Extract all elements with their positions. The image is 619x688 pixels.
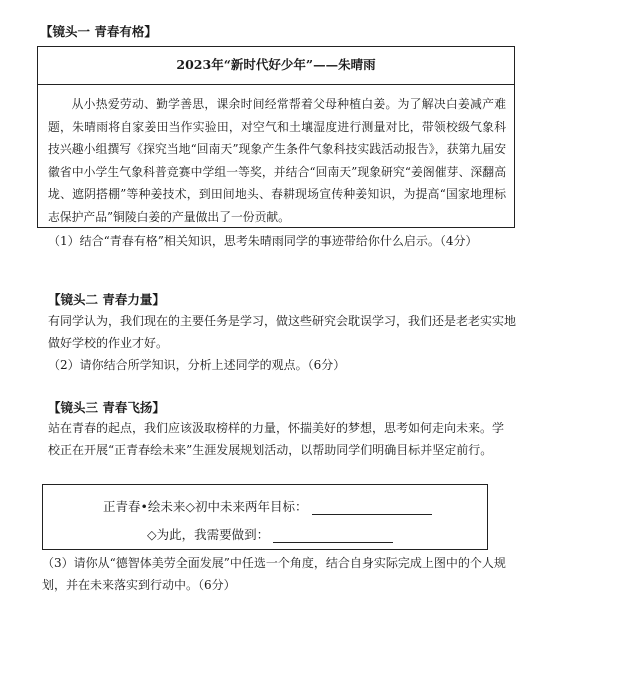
section1-heading: 【镜头一 青春有格】 bbox=[40, 24, 157, 39]
question-3: （3）请你从“德智体美劳全面发展”中任选一个角度，结合自身实际完成上图中的个人规划，并在未来落实到行动中。（6分） bbox=[42, 556, 506, 592]
profile-box-title: 2023年“新时代好少年”——朱晴雨 bbox=[38, 47, 514, 85]
question-2: （2）请你结合所学知识，分析上述同学的观点。（6分） bbox=[48, 358, 346, 372]
planning-line-1 bbox=[103, 497, 432, 515]
profile-box bbox=[37, 46, 515, 228]
section2-text: 有同学认为，我们现在的主要任务是学习，做这些研究会耽误学习，我们还是老老实实地做好学校的作业才好。 bbox=[48, 314, 517, 350]
profile-box-text: 从小热爱劳动、勤学善思，课余时间经常帮着父母种植白姜。为了解决白姜减产难题，朱晴雨将自家姜田当作实验田，对空气和土壤湿度进行测量对比，带领校级气象科技兴趣小组撰写《探究当地“回南天”现象产生条件气象科技实践活动报告》，获第九届安徽省中小学生气象科普竞赛中学组一等奖，并结合“回南天”现象研究“姜阁催芽、深翻高垅、遮阴搭棚”等种姜技术，到田间地头、春耕现场宣传种姜知识，为提高“国家地理标志保护产品”铜陵白姜的产量做出了一份贡献。 bbox=[48, 97, 506, 224]
question-1: （1）结合“青春有格”相关知识，思考朱晴雨同学的事迹带给你什么启示。（4分） bbox=[48, 234, 478, 248]
action-blank[interactable] bbox=[273, 528, 393, 543]
planning-box bbox=[42, 484, 488, 550]
section3-text: 站在青春的起点，我们应该汲取榜样的力量，怀揣美好的梦想，思考如何走向未来。学校正在开展“正青春绘未来”生涯发展规划活动，以帮助同学们明确目标并坚定前行。 bbox=[48, 421, 505, 457]
planning-line-2 bbox=[147, 525, 393, 543]
goal-blank[interactable] bbox=[312, 500, 432, 515]
section2-heading: 【镜头二 青春力量】 bbox=[48, 292, 165, 307]
planning-line-1-label: 正青春•绘未来◇初中未来两年目标： bbox=[103, 499, 308, 514]
profile-box-body bbox=[48, 93, 506, 228]
section3-heading: 【镜头三 青春飞扬】 bbox=[48, 400, 165, 415]
planning-line-2-label: ◇为此，我需要做到： bbox=[147, 527, 270, 542]
